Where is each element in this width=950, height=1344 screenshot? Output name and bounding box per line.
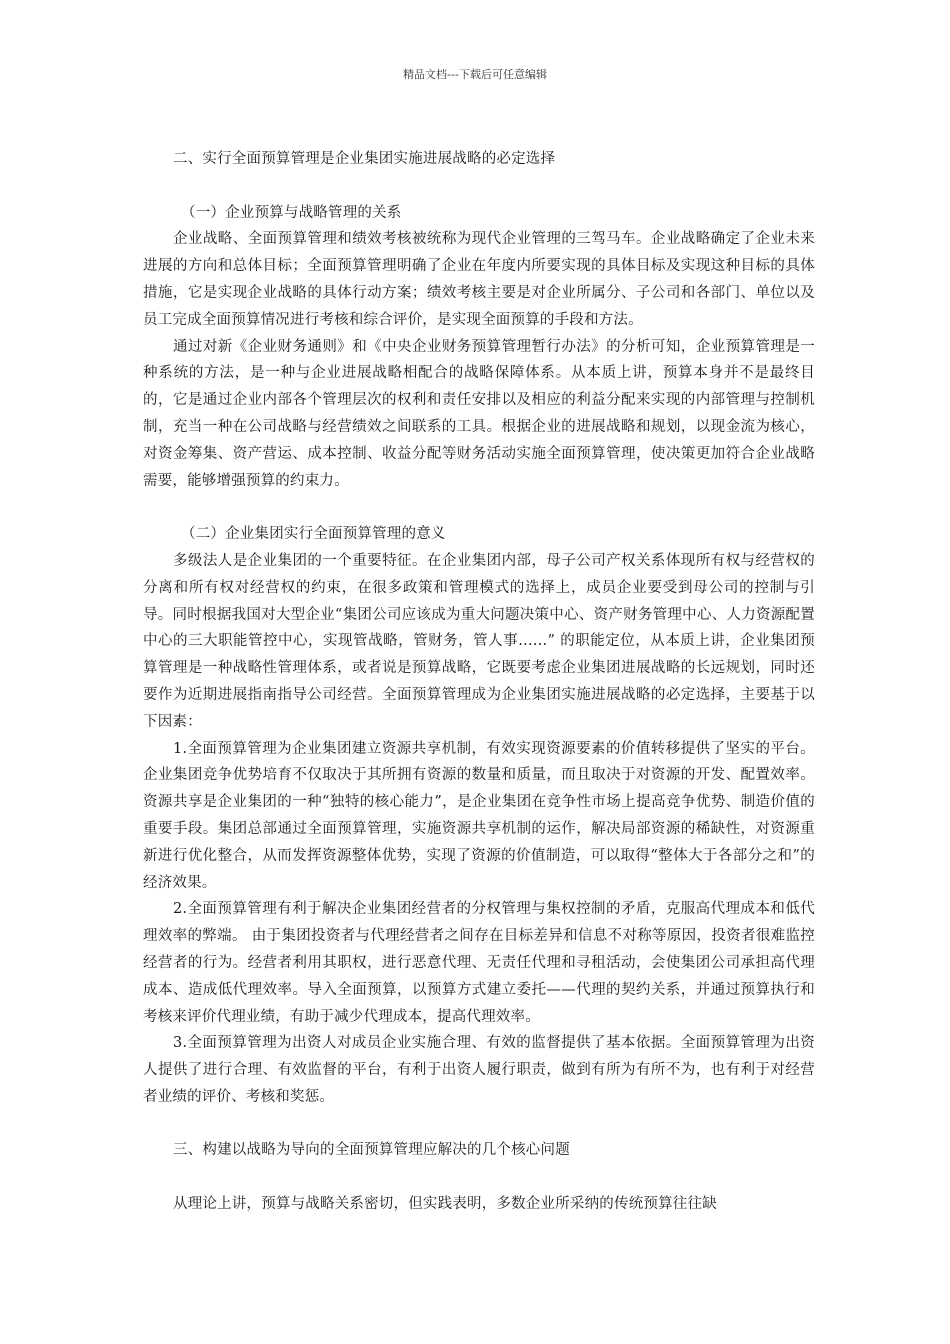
paragraph: 多级法人是企业集团的一个重要特征。在企业集团内部，母子公司产权关系体现所有权与经营权的分离和所有权对经营权的约束，在很多政策和管理模式的选择上，成员企业要受到母公司的控制与引导。同时根据我国对大型企业“集团公司应该成为重大问题决策中心、资产财务管理中心、人力资源配置中心的三大职能管控中心，实现管战略，管财务，管人事……” 的职能定位，从本质上讲，企业集团预算管理是一种战略性管理体系，或者说是预算战略，它既要考虑企业集团进展战略的长远规划，同时还要作为近期进展指南指导公司经营。全面预算管理成为企业集团实施进展战略的必定选择，主要基于以下因素： bbox=[143, 552, 815, 730]
paragraph: 通过对新《企业财务通则》和《中央企业财务预算管理暂行办法》的分析可知，企业预算管理是一种系统的方法，是一种与企业进展战略相配合的战略保障体系。从本质上讲，预算本身并不是最终目的，它是通过企业内部各个管理层次的权利和责任安排以及相应的利益分配来实现的内部管理与控制机制，充当一种在公司战略与经营绩效之间联系的工具。根据企业的进展战略和规划，以现金流为核心，对资金筹集、资产营运、成本控制、收益分配等财务活动实施全面预算管理，使决策更加符合企业战略需要，能够增强预算的约束力。 bbox=[143, 338, 815, 489]
paragraph: 从理论上讲，预算与战略关系密切，但实践表明，多数企业所采纳的传统预算往往缺 bbox=[173, 1196, 717, 1213]
section-3-heading: 三、构建以战略为导向的全面预算管理应解决的几个核心问题 bbox=[173, 1142, 570, 1159]
subsection-2-heading: （二）企业集团实行全面预算管理的意义 bbox=[181, 526, 446, 543]
section-2-heading: 二、实行全面预算管理是企业集团实施进展战略的必定选择 bbox=[173, 151, 556, 167]
spacer bbox=[143, 173, 815, 200]
document-body bbox=[143, 146, 815, 1218]
list-item-1: 1.全面预算管理为企业集团建立资源共享机制，有效实现资源要素的价值转移提供了坚实的平台。企业集团竞争优势培育不仅取决于其所拥有资源的数量和质量，而且取决于对资源的开发、配置效率。资源共享是企业集团的一种“独特的核心能力”，是企业集团在竞争性市场上提高竞争优势、制造价值的重要手段。集团总部通过全面预算管理，实施资源共享机制的运作，解决局部资源的稀缺性，对资源重新进行优化整合，从而发挥资源整体优势，实现了资源的价值制造，可以取得“整体大于各部分之和”的经济效果。 bbox=[143, 740, 815, 891]
paragraph: 企业战略、全面预算管理和绩效考核被统称为现代企业管理的三驾马车。企业战略确定了企业未来进展的方向和总体目标；全面预算管理明确了企业在年度内所要实现的具体目标及实现这种目标的具体措施，它是实现企业战略的具体行动方案；绩效考核主要是对企业所属分、子公司和各部门、单位以及员工完成全面预算情况进行考核和综合评价，是实现全面预算的手段和方法。 bbox=[143, 231, 815, 328]
spacer bbox=[143, 494, 815, 521]
page-header: 精品文档---下载后可任意编辑 bbox=[403, 68, 547, 81]
spacer bbox=[143, 1164, 815, 1191]
list-item-3: 3.全面预算管理为出资人对成员企业实施合理、有效的监督提供了基本依据。全面预算管理为出资人提供了进行合理、有效监督的平台，有利于出资人履行职责，做到有所为有所不为，也有利于对经营者业绩的评价、考核和奖惩。 bbox=[143, 1035, 815, 1105]
subsection-1-heading: （一）企业预算与战略管理的关系 bbox=[181, 204, 402, 221]
list-item-2: 2.全面预算管理有利于解决企业集团经营者的分权管理与集权控制的矛盾，克服高代理成本和低代理效率的弊端。 由于集团投资者与代理经营者之间存在目标差异和信息不对称等原因，投资者很难监控经营者的行为。经营者利用其职权，进行恶意代理、无责任代理和寻租活动，会使集团公司承担高代理成本、造成低代理效率。导入全面预算，以预算方式建立委托——代理的契约关系，并通过预算执行和考核来评价代理业绩，有助于减少代理成本，提高代理效率。 bbox=[143, 901, 815, 1025]
spacer bbox=[143, 1111, 815, 1138]
